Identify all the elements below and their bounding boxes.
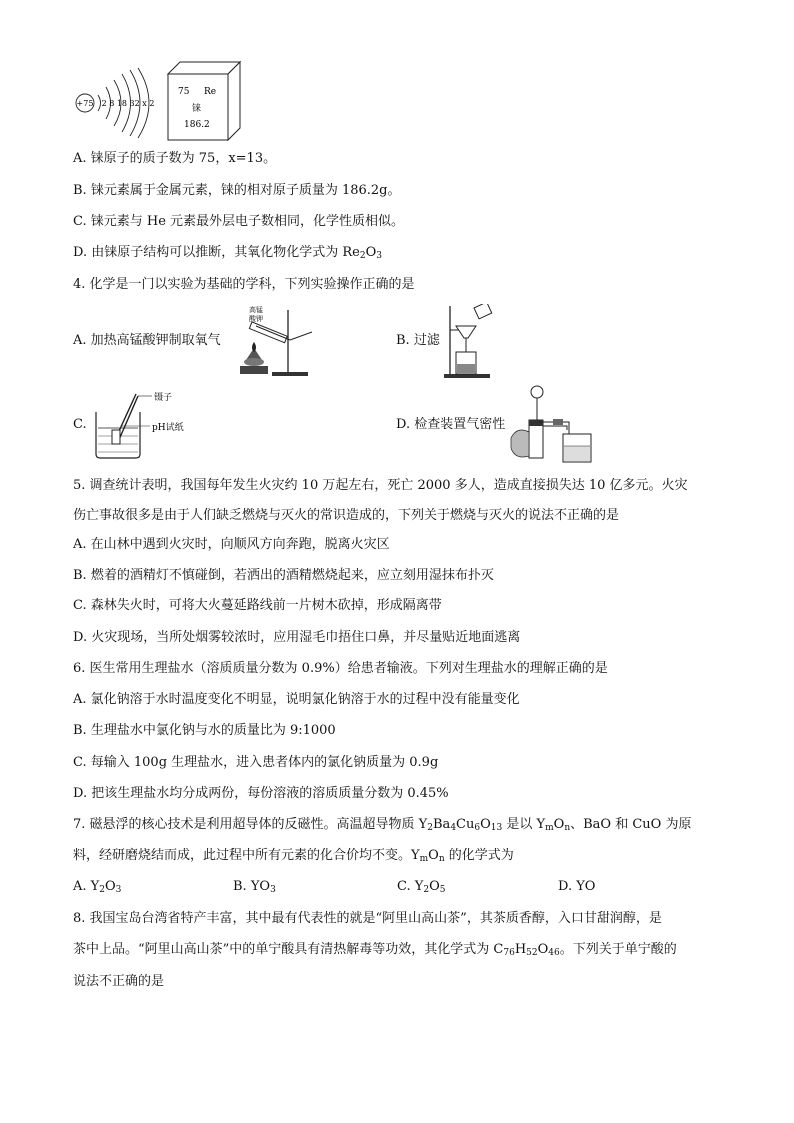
q4-option-d: D. 检查装置气密性: [396, 417, 506, 432]
q8-sub: 76: [503, 948, 515, 958]
q7-option-b: [233, 879, 276, 895]
q6-stem: 6. 医生常用生理盐水（溶质质量分数为 0.9%）给患者输液。下列对生理盐水的理解正确的是: [73, 661, 608, 676]
q5-option-c: C. 森林失火时，可将大火蔓延路线前一片树木砍掉，形成隔离带: [73, 598, 442, 613]
q3-option-c: C. 铼元素与 He 元素最外层电子数相同，化学性质相似。: [73, 214, 405, 229]
ph-paper-figure: [92, 388, 202, 460]
q6-option-d: D. 把该生理盐水均分成两份，每份溶液的溶质质量分数为 0.45%: [73, 786, 449, 801]
q3-option-a: A. 铼原子的质子数为 75，x=13。: [73, 151, 277, 166]
q5-stem-line2: 伤亡事故很多是由于人们缺乏燃烧与灭火的常识造成的，下列关于燃烧与灭火的说法不正确的是: [73, 508, 620, 523]
q7-stem-line2: [73, 848, 514, 864]
q7-sub: n: [438, 854, 445, 864]
q3-option-d: [73, 245, 382, 261]
q7-text: 是以 Y: [502, 817, 546, 832]
q7-sub: 2: [427, 823, 433, 833]
q7-c-sub2: 5: [439, 885, 446, 895]
fig-label-kmno4-1: 高锰: [249, 306, 263, 314]
q4-option-a: A. 加热高锰酸钾制取氧气: [73, 333, 221, 348]
q7-text: 料，经研磨烧结而成，此过程中所有元素的化合价均不变。Y: [73, 848, 420, 863]
q3-d-sub1: 2: [359, 251, 366, 261]
q7-sub: 13: [490, 823, 503, 833]
q8-text: 茶中上品。“阿里山高山茶”中的单宁酸具有清热解毒等功效，其化学式为 C: [73, 942, 504, 957]
fig-label-tweezers: 镊子: [154, 393, 173, 403]
q8-stem-line3: 说法不正确的是: [73, 974, 165, 989]
q3-d-sub2: 3: [376, 251, 382, 261]
q6-option-c: C. 每输入 100g 生理盐水，进入患者体内的氯化钠质量为 0.9g: [73, 755, 439, 770]
q3-option-d-text: D. 由铼原子结构可以推断，其氧化物化学式为 Re: [73, 245, 360, 260]
q7-text: O: [428, 848, 439, 863]
q7-text: O: [480, 817, 491, 832]
q7-sub: n: [564, 823, 571, 833]
q7-sub: m: [419, 854, 429, 864]
nucleus-charge: +75: [76, 99, 94, 108]
rhenium-atom-diagram: [70, 62, 170, 142]
q7-text: 的化学式为: [444, 848, 514, 863]
q7-sub: 6: [474, 823, 481, 833]
q5-option-a: A. 在山林中遇到火灾时，向顺风方向奔跑，脱离火灾区: [73, 537, 390, 552]
q7-b-sub: 3: [270, 885, 276, 895]
q7-c-o: O: [429, 879, 440, 894]
q8-text: H: [514, 942, 527, 957]
q7-a-o: O: [104, 879, 116, 894]
q8-text: 。下列关于单宁酸的: [559, 942, 677, 957]
q7-text: O: [553, 817, 565, 832]
q8-sub: 52: [526, 948, 538, 958]
q3-d-o: O: [365, 245, 377, 260]
airtightness-figure: [505, 382, 601, 464]
q4-stem: 4. 化学是一门以实验为基础的学科，下列实验操作正确的是: [73, 277, 415, 292]
q7-a-text: A. Y: [73, 879, 100, 894]
q8-sub: 46: [548, 948, 560, 958]
q8-stem-line2: [73, 942, 677, 958]
q5-option-b: B. 燃着的酒精灯不慎碰倒，若洒出的酒精燃烧起来，应立刻用湿抹布扑灭: [73, 568, 494, 583]
q6-option-b: B. 生理盐水中氯化钠与水的质量比为 9:1000: [73, 723, 336, 738]
q7-sub: 4: [450, 823, 457, 833]
q5-stem-line1: 5. 调查统计表明，我国每年发生火灾约 10 万起左右，死亡 2000 多人，造成直接损失达 10 亿多元。火灾: [73, 478, 688, 493]
electron-shells: 2 8 18 32 x 2: [101, 99, 155, 108]
q7-text: Ba: [433, 817, 451, 832]
q3-option-b: B. 铼元素属于金属元素，铼的相对原子质量为 186.2g。: [73, 183, 401, 198]
q7-text-1: 7. 磁悬浮的核心技术是利用超导体的反磁性。高温超导物质 Y: [73, 817, 428, 832]
q7-option-d: D. YO: [558, 879, 596, 894]
q7-sub: m: [545, 823, 554, 833]
q7-a-sub1: 2: [99, 885, 105, 895]
q7-option-c: [397, 879, 445, 895]
filtration-figure: [440, 304, 496, 380]
q4-option-b: B. 过滤: [396, 333, 440, 348]
cell-name: 铼: [192, 104, 202, 114]
q7-c-text: C. Y: [397, 879, 424, 894]
fig-label-ph-paper: pH试纸: [152, 423, 184, 433]
q4-option-c: C.: [73, 417, 87, 432]
cell-atomic-number: 75: [178, 87, 190, 97]
q8-stem-line1: 8. 我国宝岛台湾省特产丰富，其中最有代表性的就是“阿里山高山茶”，其茶质香醇，入口甘甜润醇，是: [73, 911, 662, 926]
q7-c-sub1: 2: [423, 885, 430, 895]
q7-a-sub2: 3: [115, 885, 122, 895]
q7-b-text: B. YO: [233, 879, 271, 894]
heating-apparatus-figure: [232, 304, 316, 380]
q8-text: O: [537, 942, 549, 957]
cell-mass: 186.2: [184, 120, 210, 130]
element-cell-figure: [164, 60, 244, 142]
q5-option-d: D. 火灾现场，当所处烟雾较浓时，应用湿毛巾捂住口鼻，并尽量贴近地面逃离: [73, 630, 521, 645]
q7-text: Cu: [456, 817, 475, 832]
q7-stem-line1: [73, 817, 691, 833]
q7-option-a: [73, 879, 121, 895]
fig-label-kmno4-2: 酸钾: [249, 315, 263, 323]
q6-option-a: A. 氯化钠溶于水时温度变化不明显，说明氯化钠溶于水的过程中没有能量变化: [73, 692, 520, 707]
q7-text: 、BaO 和 CuO 为原: [570, 817, 692, 832]
cell-symbol: Re: [204, 87, 217, 97]
